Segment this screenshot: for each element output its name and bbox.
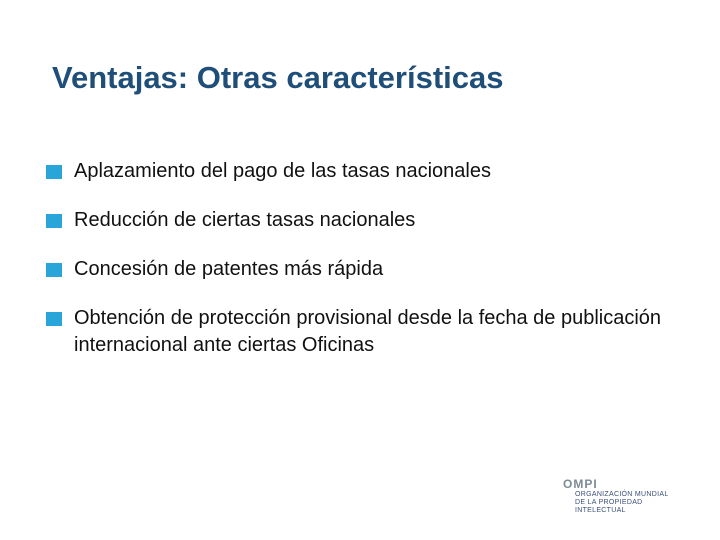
bullet-item — [46, 256, 686, 283]
bullet-text: Obtención de protección provisional desde la fecha de publicación internacional ante ciertas Oficinas — [74, 307, 662, 356]
logo-line-1: ORGANIZACIÓN MUNDIAL — [575, 491, 669, 498]
square-bullet-icon — [46, 312, 62, 326]
ompi-logo — [563, 478, 683, 520]
logo-acronym: OMPI — [563, 477, 598, 491]
slide-title: Ventajas: Otras características — [52, 60, 504, 95]
bullet-item — [46, 158, 686, 185]
bullet-item — [46, 207, 686, 234]
logo-line-2: DE LA PROPIEDAD — [575, 499, 643, 506]
bullet-item — [46, 305, 686, 359]
square-bullet-icon — [46, 263, 62, 277]
square-bullet-icon — [46, 214, 62, 228]
square-bullet-icon — [46, 165, 62, 179]
bullet-text: Concesión de patentes más rápida — [74, 258, 384, 280]
bullet-text: Aplazamiento del pago de las tasas nacionales — [74, 160, 491, 182]
bullet-text: Reducción de ciertas tasas nacionales — [74, 209, 416, 231]
logo-line-3: INTELECTUAL — [575, 507, 626, 514]
bullet-list — [46, 158, 686, 381]
